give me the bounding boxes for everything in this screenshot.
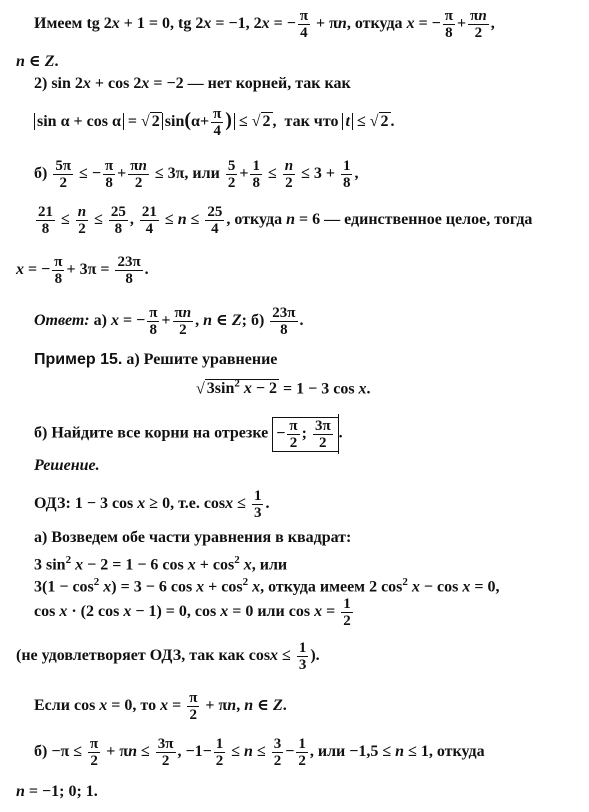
text-line-14: а) Возведем обе части уравнения в квадрат: — [34, 529, 352, 546]
answer-line: Ответ: а) x = − $\frac{\pi}{8}$ + $\frac{\pi n}{2}$ , n ∈ Z; б) $\frac{23\pi}{8}$ . — [34, 305, 304, 338]
example-task-a: а) Решите уравнение — [126, 351, 278, 368]
text-line-15: 3 $\sin^2 x - 2 = 1 - 6$ $\cos x + \cos^2 x$, или — [34, 554, 288, 574]
text-line-2: n ∈ Z. — [16, 53, 59, 70]
text-line-6: $\frac{21}{8}$ ≤ $\frac{n}{2}$ ≤ $\frac{25}{8}$ , $\frac{21}{4}$ ≤ n ≤ $\frac{25}{4}$ , откуда n = 6 — единственное целое, тогда — [38, 204, 533, 237]
text-line-3: 2) sin 2x + cos 2x = −2 — нет корней, так как — [34, 75, 351, 92]
text-line-17: cos x · (2 cos x − 1) = 0, cos x = 0 или cos x = $\frac{1}{2}$ — [34, 596, 351, 629]
text-line-20: б) −π ≤ $\frac{\pi}{2}$ + πn ≤ $\frac{3\pi}{2}$ , −1− $\frac{1}{2}$ ≤ n ≤ $\frac{3}{2}$ − $\frac{1}{2}$ , или −1,5 ≤ n ≤ 1, откуда — [34, 736, 485, 769]
text-line-1: Имеем tg 2x + 1 = 0, tg 2x = −1, 2x = − $\frac{\pi}{4}$ + πn, откуда x = − $\frac{\pi}{8}$ + $\frac{\pi n}{2}$ , — [34, 8, 495, 41]
text-line-18: (не удовлетворяет ОДЗ, так как cosx ≤ $\frac{1}{3}$ ). — [16, 640, 320, 673]
text-line-4: sin α + cos α = √ 2 sin(α+ $\frac{\pi}{4}$ ) ≤ √ 2 , так что t ≤ √ 2 . — [34, 106, 395, 139]
task-b-line: б) Найдите все корни на отрезке − $\frac{\pi}{2}$ ; $\frac{3\pi}{2}$ . — [34, 414, 343, 454]
text-line-16: $3(1 - \cos^2 x) = 3 - 6$ $\cos x + \cos^2 x$, откуда имеем 2 $\cos^2 x - \cos x = 0$, — [34, 576, 500, 596]
answer-label: Ответ: — [34, 312, 90, 330]
example-heading: Пример 15. — [34, 351, 123, 368]
example-heading-line — [34, 350, 277, 370]
text-line-5: б) $\frac{5\pi}{2}$ ≤ − $\frac{\pi}{8}$ + $\frac{\pi n}{2}$ ≤ 3π, или $\frac{5}{2}$ + $\frac{1}{8}$ ≤ $\frac{n}{2}$ ≤ 3 + $\frac{1}{8}$ , — [34, 158, 359, 191]
text-line-21: n = −1; 0; 1. — [16, 783, 98, 800]
equation-line: √ $3\sin^2$ x − 2 = 1 − 3 cos x. — [196, 378, 371, 398]
text-line-19: Если cos x = 0, то x = $\frac{\pi}{2}$ + πn, n ∈ Z. — [34, 690, 287, 723]
text-line-7: x = − $\frac{\pi}{8}$ + 3π = $\frac{23\pi}{8}$ . — [16, 254, 149, 287]
text-line-13: ОДЗ: 1 − 3 cos x ≥ 0, т.е. cosx ≤ $\frac{1}{3}$ . — [34, 488, 270, 521]
solution-label: Решение. — [34, 457, 100, 474]
